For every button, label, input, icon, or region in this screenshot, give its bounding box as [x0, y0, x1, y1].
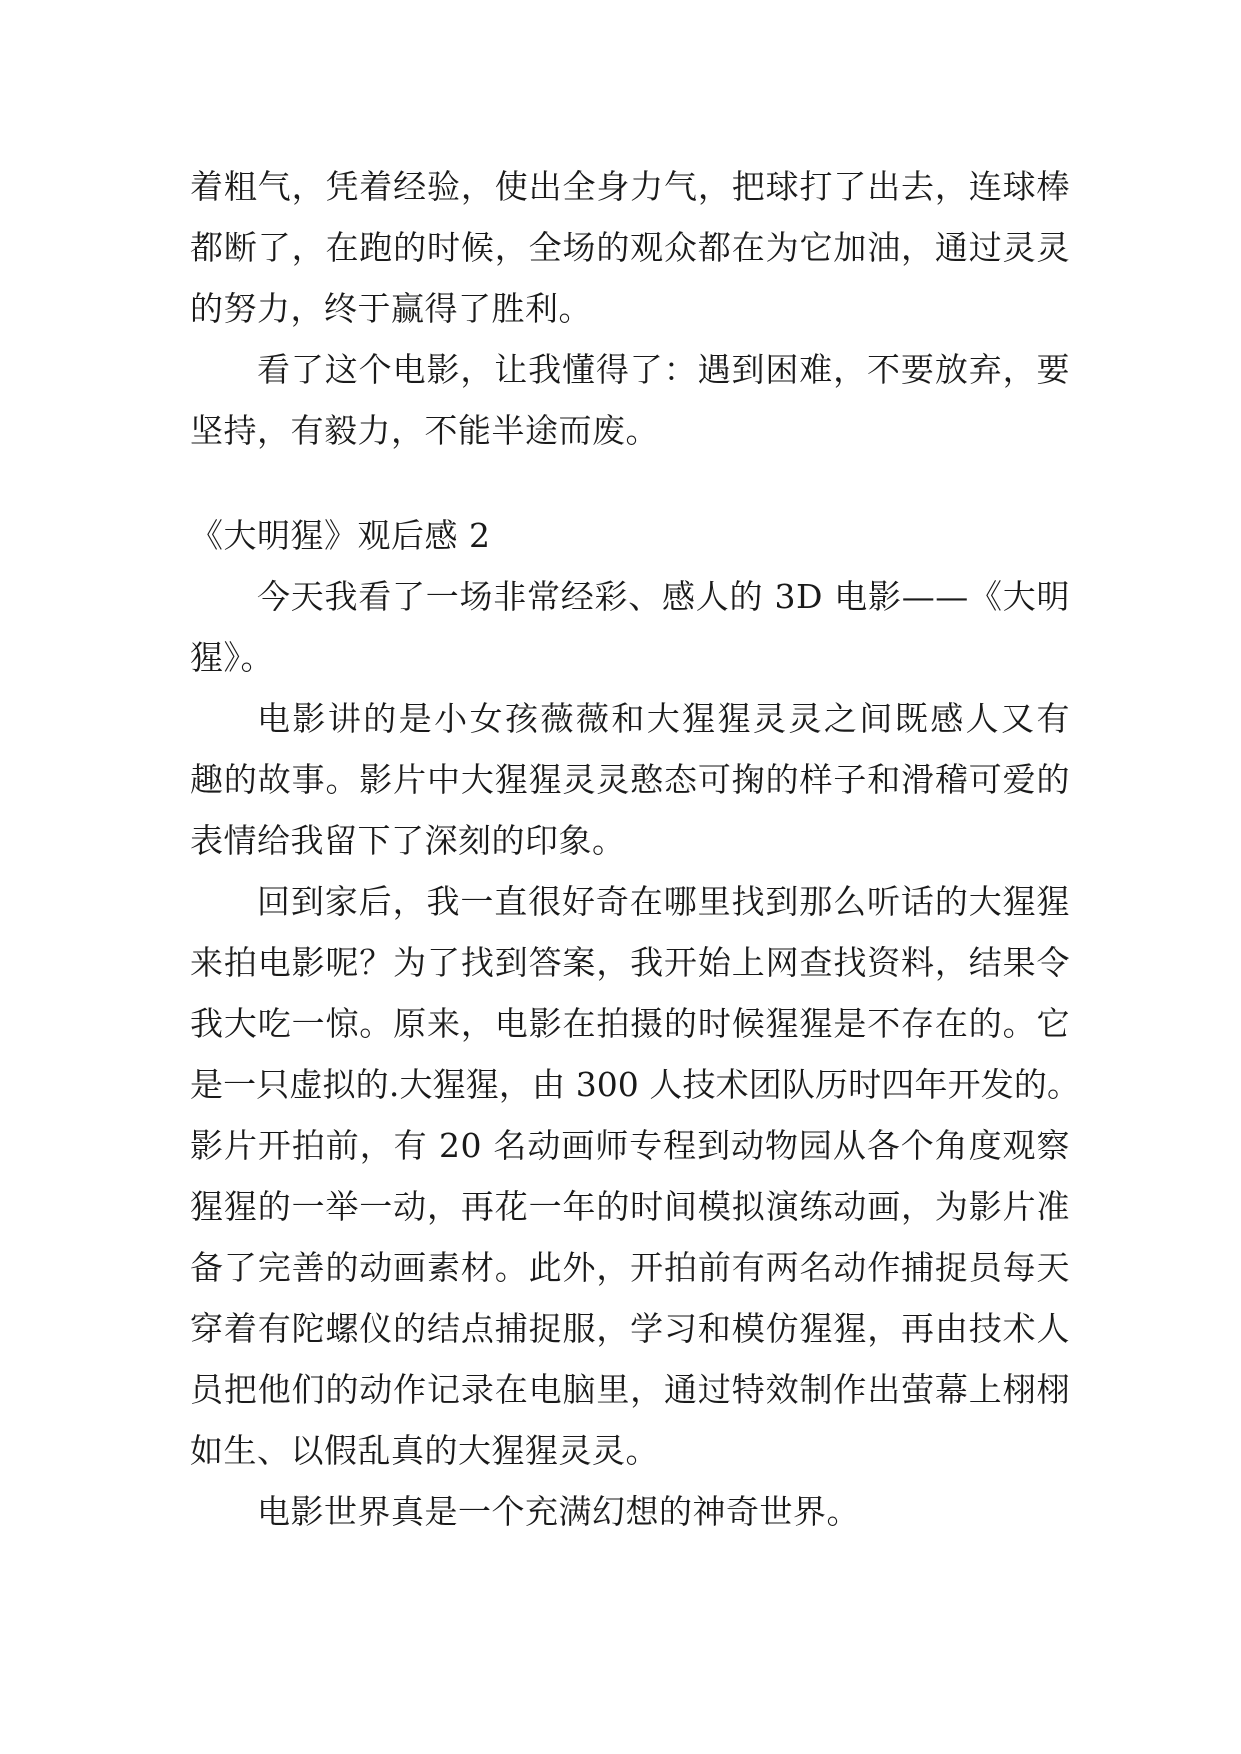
body-line: 今天我看了一场非常经彩、感人的 3D 电影——《大明: [257, 577, 1070, 616]
body-line: 电影世界真是一个充满幻想的神奇世界。: [257, 1492, 860, 1531]
body-line: 表情给我留下了深刻的印象。: [190, 821, 626, 860]
body-line: 我大吃一惊。原来，电影在拍摄的时候猩猩是不存在的。它: [190, 1004, 1070, 1043]
body-line: 看了这个电影，让我懂得了：遇到困难，不要放弃，要: [257, 350, 1070, 389]
body-line: 趣的故事。影片中大猩猩灵灵憨态可掬的样子和滑稽可爱的: [190, 760, 1070, 799]
body-line: 回到家后，我一直很好奇在哪里找到那么听话的大猩猩: [257, 882, 1070, 921]
body-line: 备了完善的动画素材。此外，开拍前有两名动作捕捉员每天: [190, 1248, 1070, 1287]
body-line: 来拍电影呢？为了找到答案，我开始上网查找资料，结果令: [190, 943, 1070, 982]
body-line: 影片开拍前，有 20 名动画师专程到动物园从各个角度观察: [190, 1126, 1070, 1165]
body-line: 着粗气，凭着经验，使出全身力气，把球打了出去，连球棒: [190, 167, 1070, 206]
body-line: 员把他们的动作记录在电脑里，通过特效制作出萤幕上栩栩: [190, 1370, 1070, 1409]
section-title: 《大明猩》观后感 2: [190, 516, 491, 555]
body-line: 的努力，终于赢得了胜利。: [190, 289, 592, 328]
body-line: 是一只虚拟的.大猩猩，由 300 人技术团队历时四年开发的。: [190, 1065, 1080, 1104]
body-line: 穿着有陀螺仪的结点捕捉服，学习和模仿猩猩，再由技术人: [190, 1309, 1070, 1348]
body-line: 坚持，有毅力，不能半途而废。: [190, 411, 659, 450]
body-line: 猩》。: [190, 638, 274, 677]
body-line: 如生、以假乱真的大猩猩灵灵。: [190, 1431, 659, 1470]
body-line: 都断了，在跑的时候，全场的观众都在为它加油，通过灵灵: [190, 228, 1070, 267]
body-line: 电影讲的是小女孩薇薇和大猩猩灵灵之间既感人又有: [257, 699, 1070, 738]
body-line: 猩猩的一举一动，再花一年的时间模拟演练动画，为影片准: [190, 1187, 1070, 1226]
